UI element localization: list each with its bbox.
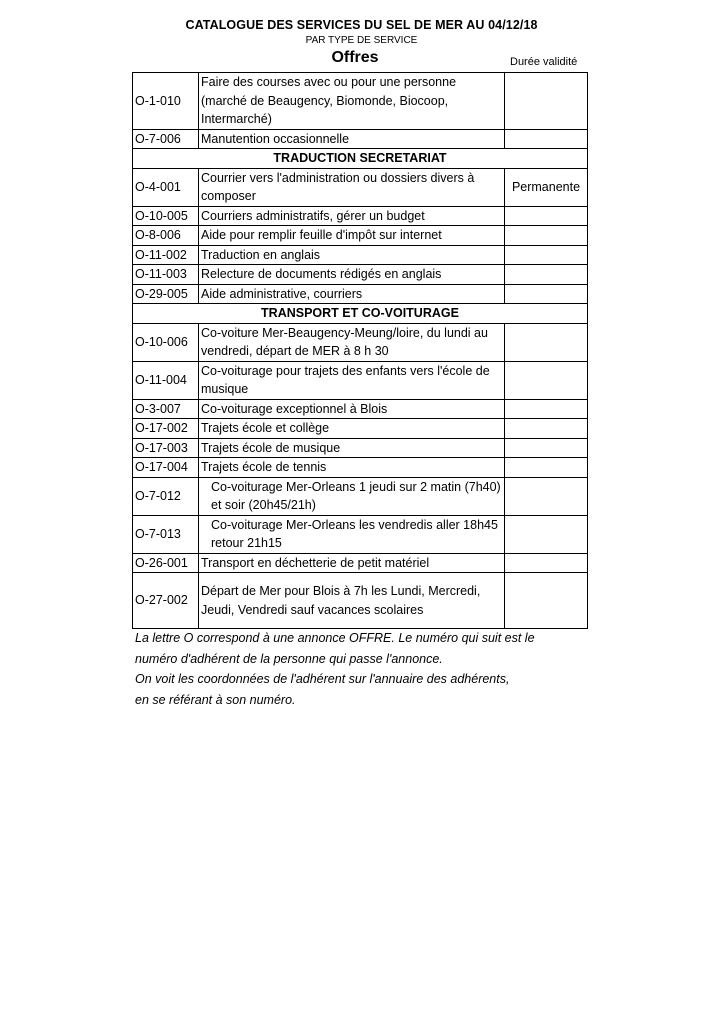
service-description: Aide pour remplir feuille d'impôt sur internet xyxy=(199,226,505,246)
service-description: Courrier vers l'administration ou dossiers divers à composer xyxy=(199,168,505,206)
service-description: Trajets école de tennis xyxy=(199,458,505,478)
service-code: O-17-002 xyxy=(133,419,199,439)
service-description: Aide administrative, courriers xyxy=(199,284,505,304)
table-row xyxy=(133,399,588,419)
footnote-line: La lettre O correspond à une annonce OFFRE. Le numéro qui suit est le xyxy=(135,631,535,645)
service-validity xyxy=(505,573,588,629)
footnote xyxy=(135,628,585,710)
service-code: O-11-003 xyxy=(133,265,199,285)
service-validity xyxy=(505,323,588,361)
table-row xyxy=(133,129,588,149)
service-validity xyxy=(505,73,588,130)
service-description: Relecture de documents rédigés en anglais xyxy=(199,265,505,285)
section-heading: TRANSPORT ET CO-VOITURAGE xyxy=(133,304,588,324)
service-validity xyxy=(505,265,588,285)
service-code: O-17-004 xyxy=(133,458,199,478)
service-validity xyxy=(505,284,588,304)
service-validity xyxy=(505,226,588,246)
service-description: Traduction en anglais xyxy=(199,245,505,265)
table-row xyxy=(133,206,588,226)
table-row xyxy=(133,323,588,361)
service-validity xyxy=(505,245,588,265)
table-row xyxy=(133,73,588,130)
service-description: Départ de Mer pour Blois à 7h les Lundi, Mercredi, Jeudi, Vendredi sauf vacances scolaires xyxy=(199,573,505,629)
service-description: Co-voiturage pour trajets des enfants vers l'école de musique xyxy=(199,361,505,399)
document-subtitle: PAR TYPE DE SERVICE xyxy=(305,35,418,46)
section-header-row xyxy=(133,304,588,324)
service-description: Faire des courses avec ou pour une personne (marché de Beaugency, Biomonde, Biocoop, Intermarché) xyxy=(199,73,505,130)
table-row xyxy=(133,515,588,553)
table-row xyxy=(133,573,588,629)
service-code: O-1-010 xyxy=(133,73,199,130)
service-code: O-7-012 xyxy=(133,477,199,515)
footnote-line: en se référant à son numéro. xyxy=(135,692,296,707)
table-row xyxy=(133,361,588,399)
service-validity xyxy=(505,206,588,226)
service-validity xyxy=(505,553,588,573)
service-description: Manutention occasionnelle xyxy=(199,129,505,149)
section-header-row xyxy=(133,149,588,169)
table-row xyxy=(133,168,588,206)
service-code: O-10-005 xyxy=(133,206,199,226)
service-code: O-29-005 xyxy=(133,284,199,304)
table-row xyxy=(133,284,588,304)
service-validity xyxy=(505,419,588,439)
table-row xyxy=(133,553,588,573)
service-description: Co-voiturage exceptionnel à Blois xyxy=(199,399,505,419)
service-code: O-11-004 xyxy=(133,361,199,399)
service-validity xyxy=(505,477,588,515)
validity-column-label: Durée validité xyxy=(510,56,578,68)
service-validity: Permanente xyxy=(505,168,588,206)
table-row xyxy=(133,226,588,246)
footnote-line: numéro d'adhérent de la personne qui passe l'annonce. xyxy=(135,651,443,666)
section-title: Offres xyxy=(331,49,379,66)
service-validity xyxy=(505,129,588,149)
table-row xyxy=(133,245,588,265)
service-validity xyxy=(505,399,588,419)
services-table xyxy=(132,72,588,629)
table-row xyxy=(133,458,588,478)
service-validity xyxy=(505,438,588,458)
service-description: Transport en déchetterie de petit matériel xyxy=(199,553,505,573)
service-description: Co-voiture Mer-Beaugency-Meung/loire, du lundi au vendredi, départ de MER à 8 h 30 xyxy=(199,323,505,361)
table-row xyxy=(133,438,588,458)
service-code: O-10-006 xyxy=(133,323,199,361)
service-code: O-17-003 xyxy=(133,438,199,458)
service-validity xyxy=(505,458,588,478)
service-description: Co-voiturage Mer-Orleans 1 jeudi sur 2 matin (7h40) et soir (20h45/21h) xyxy=(199,477,505,515)
table-row xyxy=(133,265,588,285)
section-heading: TRADUCTION SECRETARIAT xyxy=(133,149,588,169)
service-code: O-11-002 xyxy=(133,245,199,265)
service-code: O-26-001 xyxy=(133,553,199,573)
service-code: O-4-001 xyxy=(133,168,199,206)
table-row xyxy=(133,477,588,515)
document-title: CATALOGUE DES SERVICES DU SEL DE MER AU 04/12/18 xyxy=(185,18,538,32)
service-code: O-3-007 xyxy=(133,399,199,419)
service-code: O-7-006 xyxy=(133,129,199,149)
footnote-line: On voit les coordonnées de l'adhérent sur l'annuaire des adhérents, xyxy=(135,672,510,686)
service-description: Trajets école et collège xyxy=(199,419,505,439)
service-validity xyxy=(505,361,588,399)
service-description: Trajets école de musique xyxy=(199,438,505,458)
service-description: Courriers administratifs, gérer un budget xyxy=(199,206,505,226)
service-code: O-8-006 xyxy=(133,226,199,246)
service-validity xyxy=(505,515,588,553)
service-code: O-27-002 xyxy=(133,573,199,629)
service-description: Co-voiturage Mer-Orleans les vendredis aller 18h45 retour 21h15 xyxy=(199,515,505,553)
service-code: O-7-013 xyxy=(133,515,199,553)
table-row xyxy=(133,419,588,439)
